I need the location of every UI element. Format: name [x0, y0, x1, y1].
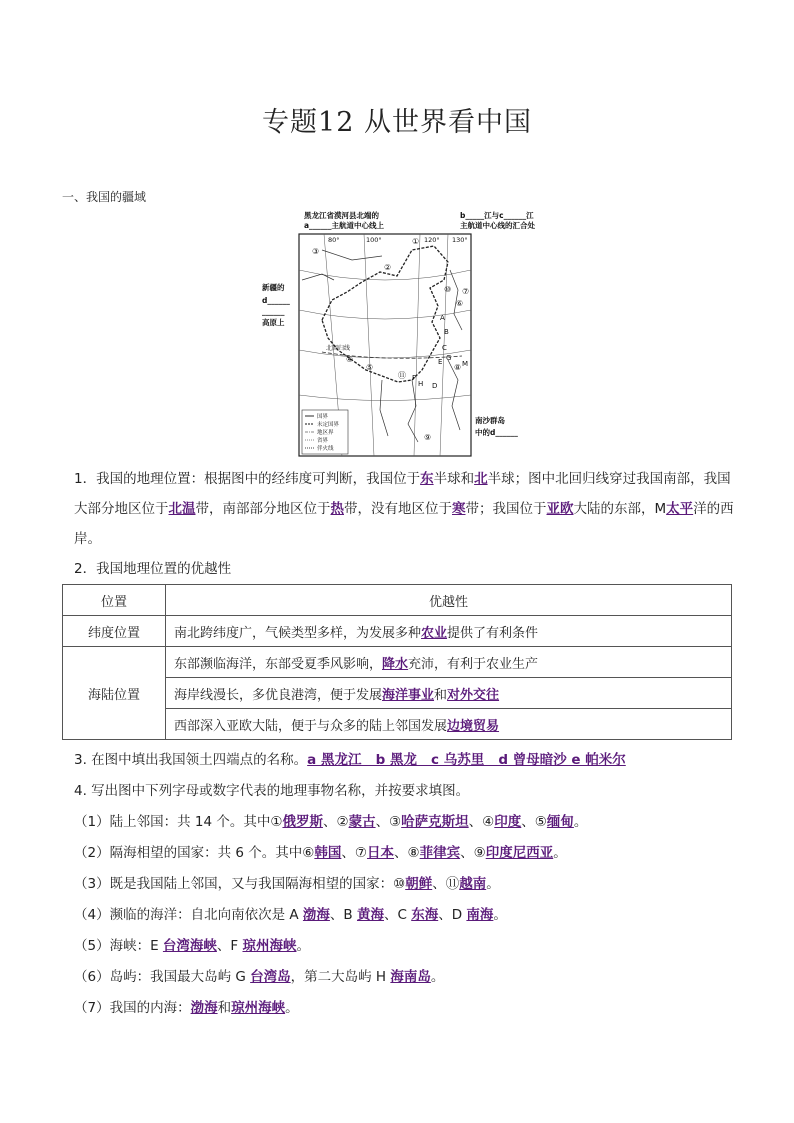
svg-text:C: C [442, 344, 447, 352]
map-note-west-3: ______ [262, 307, 285, 316]
table-row: 西部深入亚欧大陆，便于与众多的陆上邻国发展边境贸易 [63, 709, 732, 740]
svg-text:未定国界: 未定国界 [317, 422, 340, 428]
map-legend [302, 410, 348, 454]
svg-text:80°: 80° [328, 236, 340, 244]
question-4: 4. 写出图中下列字母或数字代表的地理事物名称，并按要求填图。 [74, 783, 470, 799]
svg-text:M: M [462, 360, 469, 368]
svg-text:F: F [412, 374, 417, 382]
svg-text:G: G [446, 354, 452, 362]
marker-8: ⑧ [454, 363, 462, 372]
question-4-4: （4）濒临的海洋：自北向南依次是 A 渤海、B 黄海、C 东海、D 南海。 [74, 907, 507, 923]
question-1: 1．我国的地理位置：根据图中的经纬度可判断，我国位于东半球和北半球；图中北回归线穿过我国南部，我国大部分地区位于北温带，南部部分地区位于热带，没有地区位于寒带；我国位于亚欧大陆的东部，M太平洋的西岸。 [74, 471, 734, 547]
question-3: 3. 在图中填出我国领土四端点的名称。a 黑龙江 b 黑龙 c 乌苏里 d 曾母暗沙 e 帕米尔 [74, 752, 626, 768]
table-row: 纬度位置 南北跨纬度广，气候类型多样，为发展多种农业提供了有利条件 [63, 616, 732, 647]
map-note-east-2: 主航道中心线的汇合处 [460, 221, 535, 230]
svg-text:省界: 省界 [317, 438, 329, 444]
marker-11: ⑪ [398, 371, 406, 380]
map-note-west-1: 新疆的 [262, 283, 285, 292]
svg-text:地区界: 地区界 [317, 430, 334, 436]
question-4-1: （1）陆上邻国：共 14 个。其中①俄罗斯、②蒙古、③哈萨克斯坦、④印度、⑤缅甸。 [74, 814, 588, 830]
svg-text:H: H [418, 380, 424, 388]
svg-text:E: E [438, 358, 443, 366]
svg-text:伴火线: 伴火线 [317, 446, 334, 452]
svg-text:120°: 120° [424, 236, 440, 244]
marker-9: ⑨ [424, 433, 432, 442]
map-note-south-2: 中的d______ [475, 428, 518, 437]
marker-6: ⑥ [456, 299, 464, 308]
table-row: 海岸线漫长，多优良港湾，便于发展海洋事业和对外交往 [63, 678, 732, 709]
question-2: 2．我国地理位置的优越性 [74, 561, 232, 577]
map-note-north-2: a______主航道中心线上 [304, 221, 385, 230]
marker-4: ④ [346, 355, 354, 364]
question-4-3: （3）既是我国陆上邻国，又与我国隔海相望的国家：⑩朝鲜、⑪越南。 [74, 876, 500, 892]
map-note-west-4: 高原上 [262, 318, 285, 327]
china-map-figure [262, 210, 535, 458]
marker-5: ⑤ [366, 363, 374, 372]
section-heading: 一、我国的疆域 [62, 190, 147, 204]
map-note-north-1: 黑龙江省漠河县北端的 [304, 211, 379, 220]
svg-text:D: D [432, 382, 438, 390]
advantage-table [62, 584, 732, 740]
svg-text:100°: 100° [366, 236, 382, 244]
marker-10: ⑩ [444, 285, 452, 294]
svg-text:国界: 国界 [317, 414, 329, 420]
question-4-5: （5）海峡：E 台湾海峡、F 琼州海峡。 [74, 938, 310, 954]
question-4-7: （7）我国的内海：渤海和琼州海峡。 [74, 1000, 299, 1016]
table-header-position: 位置 [63, 585, 166, 616]
marker-2: ② [384, 263, 392, 272]
svg-text:B: B [444, 328, 449, 336]
map-note-south-1: 南沙群岛 [475, 416, 505, 425]
table-header-advantage: 优越性 [166, 585, 732, 616]
table-row: 海陆位置 东部濒临海洋，东部受夏季风影响，降水充沛，有利于农业生产 [63, 647, 732, 678]
map-note-east-1: b_____江与c______江 [460, 211, 534, 220]
marker-3: ③ [312, 247, 320, 256]
question-4-6: （6）岛屿：我国最大岛屿 G 台湾岛，第二大岛屿 H 海南岛。 [74, 969, 445, 985]
svg-text:北回归线: 北回归线 [326, 345, 351, 352]
marker-1: ① [412, 237, 420, 246]
svg-text:A: A [440, 314, 445, 322]
page-title: 专题12 从世界看中国 [262, 107, 532, 138]
map-note-west-2: d______ [262, 296, 290, 305]
marker-7: ⑦ [462, 287, 470, 296]
question-4-2: （2）隔海相望的国家：共 6 个。其中⑥韩国、⑦日本、⑧菲律宾、⑨印度尼西亚。 [74, 845, 567, 861]
svg-text:130°: 130° [452, 236, 468, 244]
